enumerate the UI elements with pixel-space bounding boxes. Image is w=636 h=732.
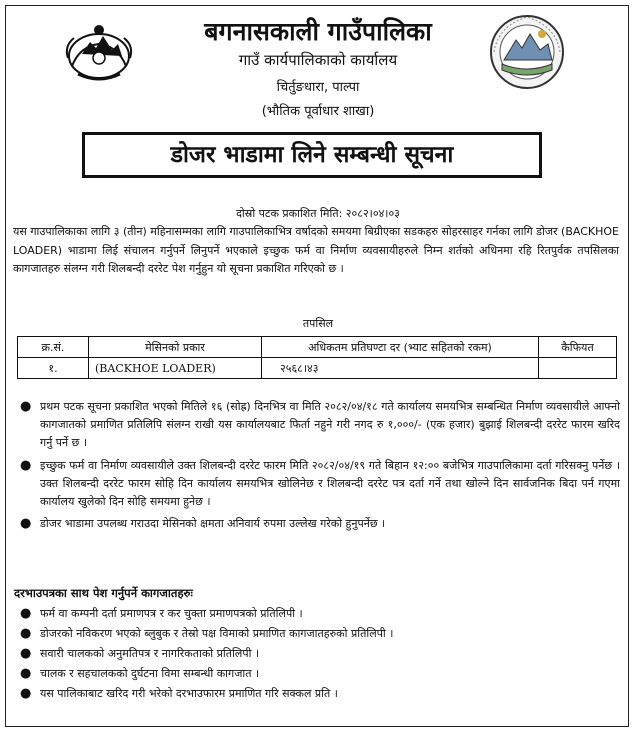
table-header-row: [18, 337, 617, 358]
document-text: यस पालिकाबाट खरिद गरी भरेको दरभाउफारम प्रमाणित गरि सक्कल प्रति ।: [40, 687, 338, 700]
documents-list: [14, 604, 620, 704]
condition-text: डोजर भाडामा उपलब्ध गराउदा मेसिनको क्षमता अनिवार्य रुपमा उल्लेख गरेको हुनुपर्नेछ ।: [40, 517, 386, 531]
list-item: [14, 457, 620, 512]
bullet-icon: ●: [20, 646, 32, 661]
bullet-icon: ●: [20, 606, 32, 621]
cell-rate: २५६८।४३: [262, 358, 539, 379]
notice-title: डोजर भाडामा लिने सम्बन्धी सूचना: [82, 132, 542, 178]
bullet-icon: ●: [20, 666, 32, 681]
list-item: [14, 684, 620, 704]
bullet-icon: ●: [20, 686, 32, 701]
published-date: दोस्रो पटक प्रकाशित मिति: २०८२।०४।०३: [236, 207, 400, 220]
col-header-type: मेसिनको प्रकार: [89, 337, 262, 358]
list-item: [14, 624, 620, 644]
office-section: (भौतिक पूर्वाधार शाखा): [261, 104, 375, 119]
office-address: चिर्तुङधारा, पाल्पा: [276, 80, 360, 95]
bullet-icon: ●: [20, 457, 32, 473]
cell-machine-type: (BACKHOE LOADER): [89, 358, 262, 379]
document-text: सवारी चालकको अनुमतिपत्र र नागरिकताको प्रतिलिपी ।: [40, 647, 260, 660]
municipality-name: बगनासकाली गाउँपालिका: [204, 17, 432, 46]
cell-sn: १.: [18, 358, 89, 379]
document-text: फर्म वा कम्पनी दर्ता प्रमाणपत्र र कर चुक्ता प्रमाणपत्रको प्रतिलिपी ।: [40, 607, 303, 620]
documents-heading: दरभाउपत्रका साथ पेश गर्नुपर्ने कागजातहरुः: [14, 586, 193, 600]
cell-remarks: [539, 358, 617, 379]
bullet-icon: ●: [20, 516, 32, 532]
conditions-list: [14, 398, 620, 537]
table-row: [18, 358, 617, 379]
list-item: [14, 398, 620, 453]
col-header-remarks: कैफियत: [539, 337, 617, 358]
col-header-sn: क्र.सं.: [18, 337, 89, 358]
document-text: डोजरको नविकरण भएको ब्लुबुक र तेस्रो पक्ष विमाको प्रमाणित कागजातहरुको प्रतिलिपी ।: [40, 627, 394, 640]
condition-text: प्रथम पटक सूचना प्रकाशित भएको मितिले १६ (सोह्र) दिनभित्र वा मिति २०८२/०४/१८ गते कार्यालय समयभित्र सम्बन्धित निर्माण व्यवसायीले आफ्नो कागजातको प्रमाणित प्रतिलिपि संलग्न राखी यस कार्यालयबाट फिर्ता नहुने गरी नगद रु १,०००/- (एक हजार) बुझाई शिलबन्दी दररेट फारम खरिद गर्नु पर्ने छ ।: [40, 400, 620, 450]
list-item: [14, 664, 620, 684]
col-header-rate: अधिकतम प्रतिघण्टा दर (भ्याट सहितको रकम): [262, 337, 539, 358]
bullet-icon: ●: [20, 399, 32, 414]
list-item: [14, 644, 620, 664]
office-name: गाउँ कार्यपालिकाको कार्यालय: [238, 51, 398, 69]
bullet-icon: ●: [20, 626, 32, 641]
schedule-label: तपसिल: [302, 317, 334, 330]
intro-paragraph: यस गाउपालिकाका लागि ३ (तीन) महिनासम्मका लागि गाउपालिकाभित्र वर्षादको समयमा बिग्रीएका सडकहरु सोहरसाहर गर्नका लागि डोजर (BACKHOE LOADER) भाडामा लिई संचालन गर्नुपर्ने लिनुपर्ने भएकाले इच्छुक फर्म वा निर्माण व्यवसायीहरुले निम्न शर्तको अधिनमा रहि रितपुर्वक तपसिलका कागजातहरु संलग्न गरी शिलबन्दी दररेट पेश गर्नुहुन यो सूचना प्रकाशित गरिएको छ ।: [13, 225, 619, 275]
list-item: [14, 604, 620, 624]
condition-text: इच्छुक फर्म वा निर्माण व्यवसायीले उक्त शिलबन्दी दररेट फारम मिति २०८२/०४/१९ गते बिहान १२:०० बजेभित्र गाउपालिकामा दर्ता गरिसक्नु पर्नेछ । उक्त शिलबन्दी दररेट फारम सोहि दिन कार्यालय समयभित्र खोलिनेछ र शिलबन्दी दररेट पत्र दर्ता गर्ने तथा खोल्ने दिन सार्वजनिक बिदा पर्न गएमा कार्यालय खुलेको दिन सोहि समयमा हुनेछ ।: [40, 458, 620, 509]
list-item: [14, 515, 620, 533]
document-text: चालक र सहचालकको दुर्घटना विमा सम्बन्धी कागजात ।: [40, 667, 260, 680]
machine-rate-table: [17, 336, 617, 379]
